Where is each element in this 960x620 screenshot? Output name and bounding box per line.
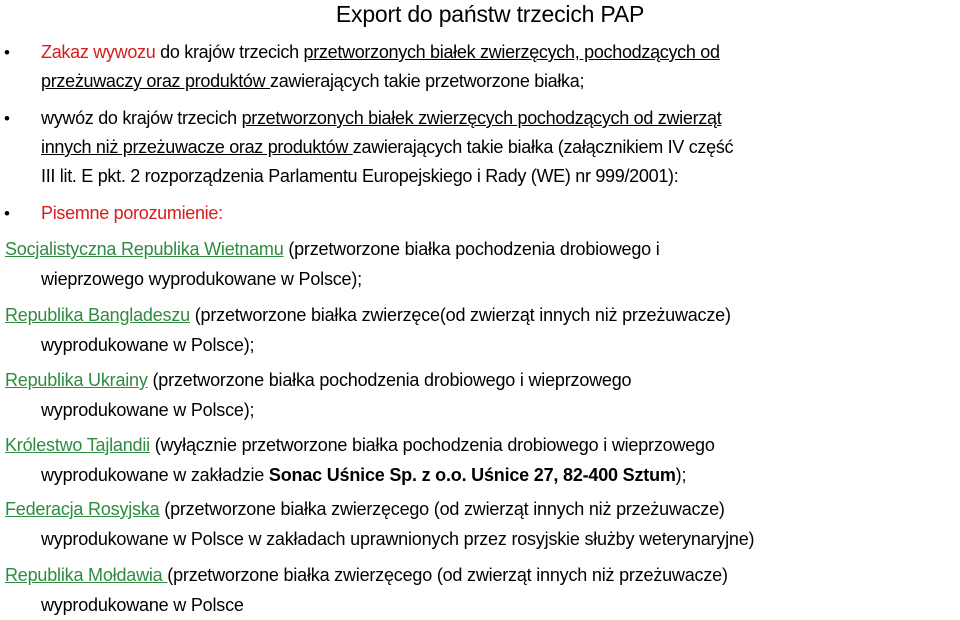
country-entry-vietnam: Socjalistyczna Republika Wietnamu (przetworzone białka pochodzenia drobiowego i wieprzowego wyprodukowane w Polsce);	[5, 239, 660, 289]
bullet-marker: •	[4, 43, 10, 62]
bullet-marker: •	[4, 204, 10, 223]
bullet-text-1: Zakaz wywozu do krajów trzecich przetworzonych białek zwierzęcych, pochodzących od przeżuwaczy oraz produktów zawierających takie przetworzone białka;	[41, 42, 720, 91]
slide-title: Export do państw trzecich PAP	[335, 1, 645, 27]
country-name: Federacja Rosyjska	[5, 499, 160, 519]
country-entry-thailand: Królestwo Tajlandii (wyłącznie przetworzone białka pochodzenia drobiowego i wieprzowego wyprodukowane w zakładzie Sonac Uśnice Sp. z o.o. Uśnice 27, 82-400 Sztum);	[5, 435, 715, 485]
country-entry-bangladesh: Republika Bangladeszu (przetworzone białka zwierzęce(od zwierząt innych niż przeżuwacze) wyprodukowane w Polsce);	[5, 305, 731, 355]
country-entry-moldova: Republika Mołdawia (przetworzone białka zwierzęcego (od zwierząt innych niż przeżuwacze) wyprodukowane w Polsce	[5, 565, 728, 615]
bullet-marker: •	[4, 109, 10, 128]
plant-address: Sonac Uśnice Sp. z o.o. Uśnice 27, 82-400 Sztum	[268, 465, 676, 485]
country-entry-russia: Federacja Rosyjska (przetworzone białka zwierzęcego (od zwierząt innych niż przeżuwacze) wyprodukowane w Polsce w zakładach uprawnionych przez rosyjskie służby weterynaryjne)	[5, 499, 755, 549]
written-agreement-heading: Pisemne porozumienie:	[41, 203, 223, 223]
country-entry-ukraine: Republika Ukrainy (przetworzone białka pochodzenia drobiowego i wieprzowego wyprodukowane w Polsce);	[5, 370, 632, 420]
country-name: Królestwo Tajlandii	[5, 435, 150, 455]
bullet-text-2: wywóz do krajów trzecich przetworzonych białek zwierzęcych pochodzących od zwierząt innych niż przeżuwacze oraz produktów zawierających takie białka (załącznikiem IV część III lit. E pkt. 2 rozporządzenia Parlamentu Europejskiego i Rady (WE) nr 999/2001):	[41, 108, 734, 186]
country-name: Republika Mołdawia	[5, 565, 168, 585]
country-name: Republika Bangladeszu	[5, 305, 190, 325]
country-name: Socjalistyczna Republika Wietnamu	[5, 239, 284, 259]
export-ban-phrase: Zakaz wywozu	[41, 42, 156, 62]
country-name: Republika Ukrainy	[5, 370, 148, 390]
